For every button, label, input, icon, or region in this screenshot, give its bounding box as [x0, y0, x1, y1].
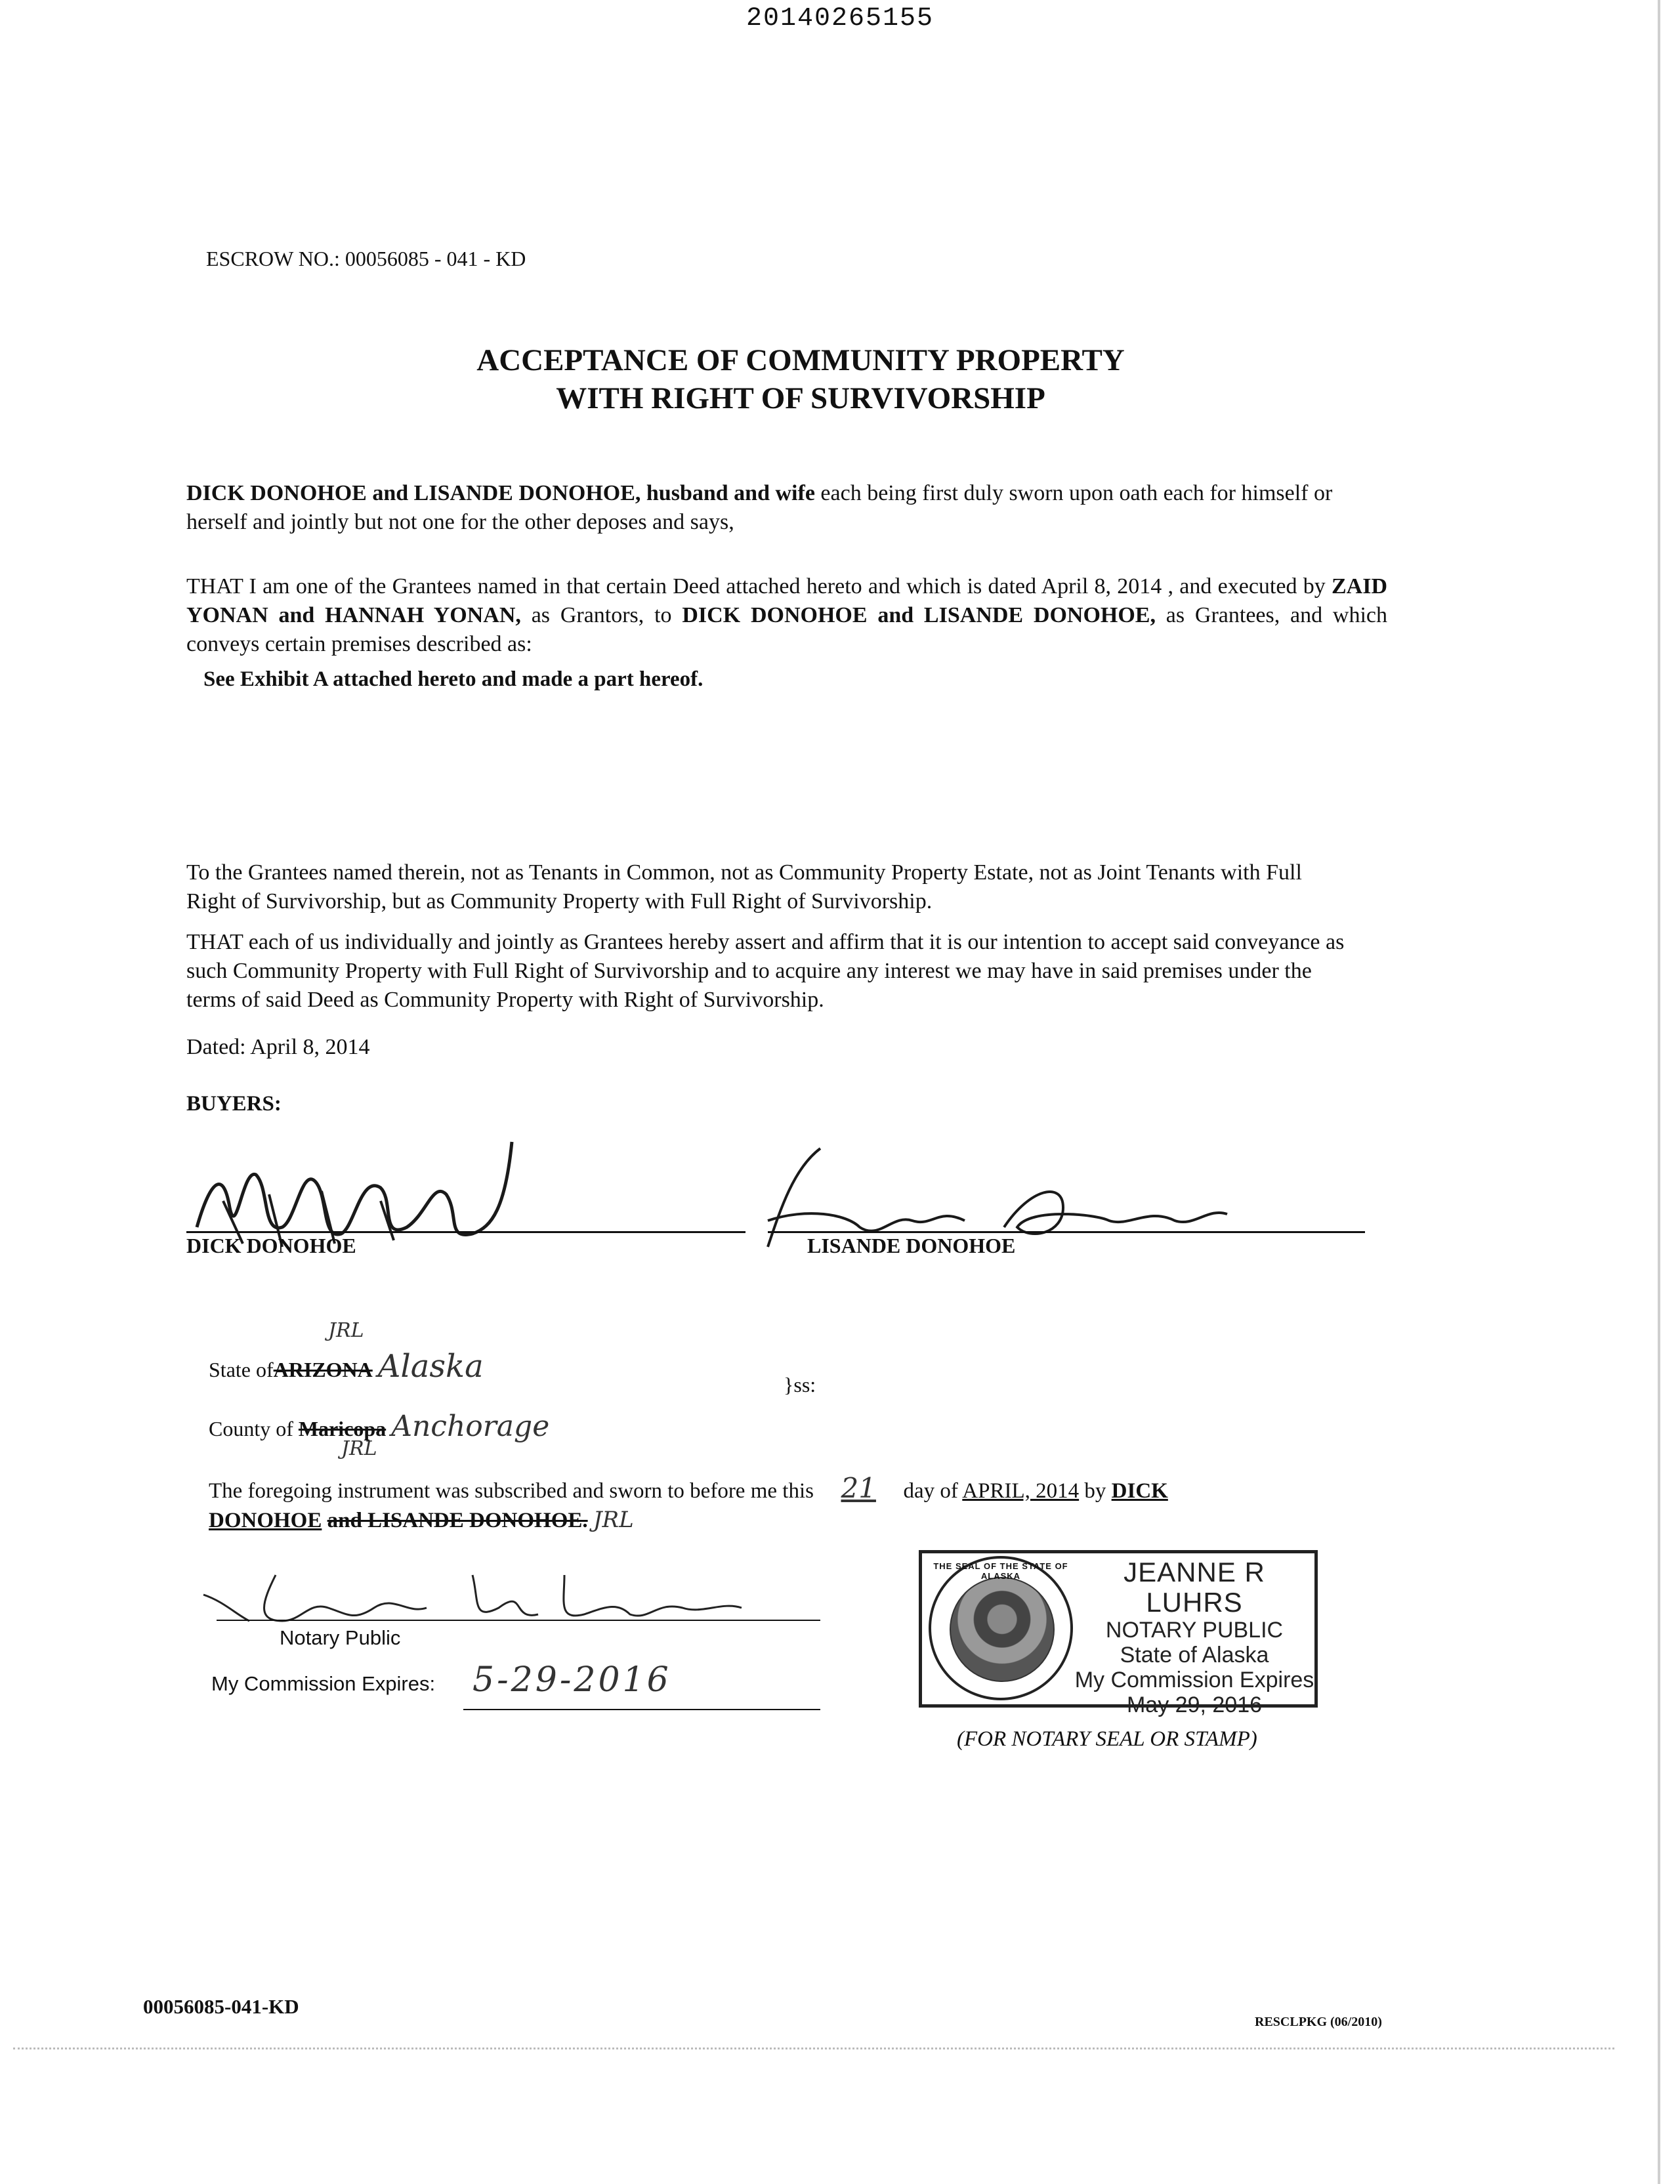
notary-signature-line [217, 1620, 820, 1621]
stamp-expires-date: May 29, 2016 [1126, 1692, 1263, 1717]
footer-form-code: RESCLPKG (06/2010) [1255, 2015, 1382, 2029]
signer-name-1: DICK DONOHOE [186, 1234, 356, 1257]
initials-jurat: JRL [593, 1507, 634, 1533]
jurat-struck-names: and LISANDE DONOHOE. [327, 1509, 588, 1532]
stamp-notary-name: JEANNE R LUHRS [1124, 1557, 1265, 1618]
initials-state: JRL [328, 1319, 364, 1342]
state-label: State of [209, 1358, 274, 1381]
jurat-statement [209, 1474, 1324, 1535]
paragraph-deed [186, 572, 1387, 659]
paragraph-tenancy: To the Grantees named therein, not as Tenants in Common, not as Community Property Estate, not as Joint Tenants with Full Right of Survivorship, but as Community Property with Full Right of Survivorship. [186, 860, 1302, 914]
stamp-state: State of Alaska [1120, 1643, 1269, 1668]
deed-text-a: THAT I am one of the Grantees named in that certain Deed attached hereto and which is dated April 8, 2014 , and executed by [186, 574, 1326, 598]
signature-line-2 [768, 1231, 1365, 1233]
state-line [209, 1348, 484, 1385]
stamp-text-block [1073, 1557, 1316, 1717]
commission-line [463, 1709, 820, 1710]
alaska-state-seal [929, 1556, 1073, 1700]
state-handwritten: Alaska [377, 1348, 484, 1385]
county-handwritten: Anchorage [391, 1410, 550, 1443]
affiant-names: DICK DONOHOE and LISANDE DONOHOE, husband and wife [186, 481, 815, 505]
deed-text-c: as Grantees, and which conveys certain premises described as: [186, 603, 1388, 656]
stamp-notary-title: NOTARY PUBLIC [1105, 1618, 1284, 1643]
jurat-day: 21 [841, 1472, 876, 1504]
state-struck: ARIZONA [273, 1358, 373, 1381]
footer-escrow-id: 00056085-041-KD [143, 1995, 299, 2018]
jurat-text-c: by [1084, 1479, 1106, 1503]
seal-text: THE SEAL OF THE STATE OF ALASKA [933, 1561, 1068, 1581]
notary-stamp [919, 1550, 1318, 1717]
grantor-names: ZAID YONAN and HANNAH YONAN, [186, 574, 1388, 627]
deed-text-b: as Grantors, to [531, 603, 672, 627]
title-line-1: ACCEPTANCE OF COMMUNITY PROPERTY [476, 343, 1125, 377]
jurat-text-a: The foregoing instrument was subscribed and sworn to before me this [209, 1479, 814, 1503]
seal-emblem [950, 1577, 1055, 1682]
dated-line: Dated: April 8, 2014 [186, 1035, 370, 1059]
affiant-statement: each being first duly sworn upon oath each for himself or herself and jointly but not one for the other deposes and says, [186, 481, 1333, 534]
signer-name-2: LISANDE DONOHOE [807, 1234, 1016, 1257]
ss-mark: }ss: [784, 1373, 816, 1396]
county-label: County of [209, 1417, 293, 1440]
signature-notary [197, 1562, 788, 1634]
county-line [209, 1410, 549, 1443]
paragraph-intention: THAT each of us individually and jointly as Grantees hereby assert and affirm that it is our intention to accept said conveyance as such Community Property with Full Right of Survivorship and to acquire any interest we may have in said premises under the terms of said Deed as Community Property with Right of Survivorship. [186, 930, 1345, 1012]
grantee-names: DICK DONOHOE and LISANDE DONOHOE, [682, 603, 1156, 627]
jurat-month-year: APRIL, 2014 [962, 1479, 1080, 1503]
jurat-text-b: day of [903, 1479, 958, 1503]
exhibit-reference: See Exhibit A attached hereto and made a part hereof. [203, 667, 704, 691]
initials-county: JRL [341, 1437, 377, 1460]
notary-public-label: Notary Public [280, 1626, 401, 1649]
commission-expires-date: 5-29-2016 [472, 1660, 671, 1700]
stamp-expires-label: My Commission Expires [1074, 1668, 1314, 1692]
escrow-number: ESCROW NO.: 00056085 - 041 - KD [206, 247, 526, 270]
scan-noise-line [13, 2048, 1614, 2049]
commission-expires-label: My Commission Expires: [211, 1672, 436, 1695]
paragraph-affiants [186, 479, 1387, 537]
stamp-caption: (FOR NOTARY SEAL OR STAMP) [957, 1727, 1257, 1751]
document-title [0, 341, 1601, 417]
title-line-2: WITH RIGHT OF SURVIVORSHIP [556, 381, 1045, 415]
buyers-label: BUYERS: [186, 1092, 282, 1116]
county-struck: Maricopa [298, 1417, 387, 1440]
jurat-name-donohoe: DONOHOE [209, 1509, 322, 1532]
recording-number: 20140265155 [746, 4, 934, 33]
jurat-name-dick: DICK [1111, 1479, 1168, 1503]
scan-edge [1658, 0, 1660, 2184]
signature-line-1 [186, 1231, 746, 1233]
